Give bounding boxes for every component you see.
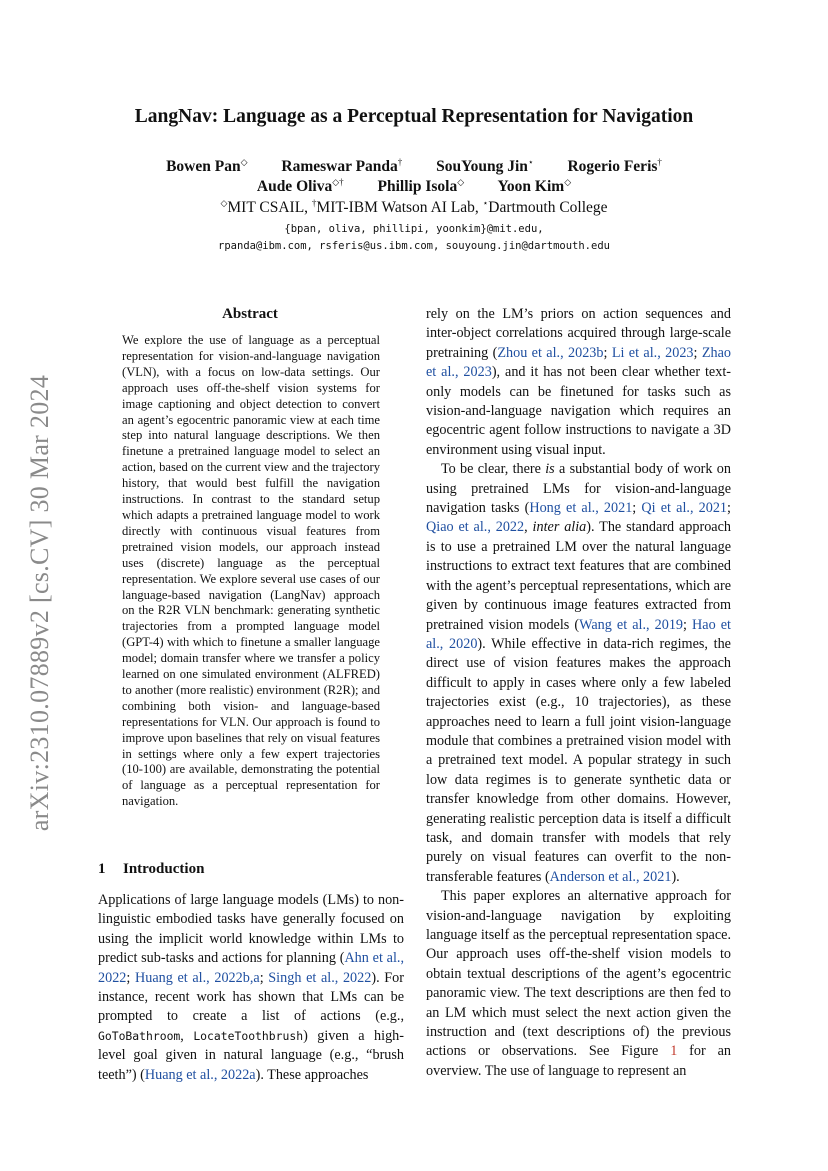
section-number: 1	[98, 861, 106, 877]
arxiv-stamp	[26, 358, 54, 848]
citation-link[interactable]: Ahn et al., 2022	[98, 950, 404, 986]
citation-link[interactable]: Huang et al., 2022a	[144, 1066, 256, 1083]
affiliations: ◇MIT CSAIL, †MIT-IBM Watson AI Lab, ⋆Dartmouth College	[220, 198, 608, 217]
intro-paragraph-continued: rely on the LM’s priors on action sequences and inter-object correlations acquired through large-scale pretraining (Zhou et al., 2023b; Li et al., 2023; Zhao et al., 2023), and it has not been clear whether text-only models can be finetuned for tasks such as vision-and-language navigation which requires an egocentric agent follow instructions to navigate a 3D environment using visual input.	[426, 306, 731, 458]
citation-link[interactable]: Qi et al., 2021	[641, 500, 728, 517]
citation-link[interactable]: Hao et al., 2020	[426, 616, 731, 652]
intro-paragraph-1: Applications of large language models (LMs) to non-linguistic embodied tasks have generally focused on using the implicit world knowledge within LMs to predict sub-tasks and actions for planning (Ahn et al., 2022; Huang et al., 2022b,a; Singh et al., 2022). For instance, recent work has shown that LMs can be prompted to create a list of actions (e.g., GoToBathroom, LocateToothbrush) given a high-level goal given in natural language (e.g., “brush teeth”) (Huang et al., 2022a). These approaches	[98, 892, 404, 1083]
arxiv-identifier: arXiv:2310.07889v2 [cs.CV] 30 Mar 2024	[25, 374, 55, 832]
citation-link[interactable]: Singh et al., 2022	[268, 969, 372, 986]
citation-link[interactable]: Zhou et al., 2023b	[497, 344, 604, 361]
citation-link[interactable]: Huang et al., 2022b,a	[134, 969, 260, 986]
author: Rogerio Feris†	[567, 157, 662, 176]
citation-link[interactable]: Wang et al., 2019	[579, 616, 684, 633]
citation-link[interactable]: Qiao et al., 2022	[426, 519, 525, 536]
author: Yoon Kim◇	[497, 177, 572, 196]
author-row-2	[0, 177, 828, 196]
figure-reference-link[interactable]: 1	[670, 1043, 678, 1060]
citation-link[interactable]: Li et al., 2023	[611, 344, 694, 361]
section-title: Introduction	[123, 861, 205, 877]
section-heading-introduction	[98, 861, 204, 878]
email-line-2: rpanda@ibm.com, rsferis@us.ibm.com, souyoung.jin@dartmouth.edu	[218, 240, 610, 252]
intro-paragraph-3: This paper explores an alternative approach for vision-and-language navigation by exploiting language itself as the perceptual representation space. Our approach uses off-the-shelf vision models to obtain textual descriptions of the agent’s egocentric panoramic view. The text descriptions are then fed to an LM which must select the next action given the instruction and (text descriptions of) the previous actions or observations. See Figure 1 for an overview. The use of language to represent an	[426, 888, 731, 1079]
author: SouYoung Jin⋆	[436, 157, 534, 176]
intro-right-column	[426, 305, 731, 1081]
citation-link[interactable]: Hong et al., 2021	[529, 500, 633, 517]
email-line-1: {bpan, oliva, phillipi, yoonkim}@mit.edu,	[284, 223, 544, 235]
author: Bowen Pan◇	[166, 157, 248, 176]
citation-link[interactable]: Zhao et al., 2023	[426, 344, 731, 381]
intro-left-column	[98, 891, 404, 1085]
author: Phillip Isola◇	[377, 177, 465, 196]
author: Rameswar Panda†	[281, 157, 403, 176]
paper-title: LangNav: Language as a Perceptual Representation for Navigation	[134, 106, 694, 127]
author-row-1	[0, 157, 828, 176]
intro-paragraph-2: To be clear, there is a substantial body of work on using pretrained LMs for vision-and-language navigation tasks (Hong et al., 2021; Qi et al., 2021; Qiao et al., 2022, inter alia). The standard approach is to use a pretrained LM over the natural language instructions to extract text features that are combined with the agent’s perceptual representations, which are given by continuous image features extracted from pretrained vision models (Wang et al., 2019; Hao et al., 2020). While effective in data-rich regimes, the direct use of vision features makes the approach difficult to apply in cases where only a few labeled trajectories exist (e.g., 10 trajectories), as these approaches need to learn a full joint vision-language module that combines a pretrained vision model with a pretrained text model. A popular strategy in such low data regimes is to generate synthetic data or transfer knowledge from other domains. However, generating realistic perception data is itself a difficult task, and domain transfer with models that rely purely on visual features can overfit to the non-transferable features (Anderson et al., 2021).	[426, 461, 731, 885]
citation-link[interactable]: Anderson et al., 2021	[549, 868, 672, 885]
code-token: LocateToothbrush	[193, 1028, 304, 1043]
author: Aude Oliva◇†	[256, 177, 344, 196]
abstract-heading: Abstract	[222, 306, 278, 322]
code-token: GoToBathroom	[98, 1028, 181, 1043]
abstract-body: We explore the use of language as a perceptual representation for vision-and-language navigation (VLN), with a focus on low-data settings. Our approach uses off-the-shelf vision systems for image captioning and object detection to convert an agent’s egocentric panoramic view at each time step into natural language descriptions. We then finetune a pretrained language model to select an action, based on the current view and the trajectory history, that would best fulfill the navigation instructions. In contrast to the standard setup which adapts a pretrained language model to work directly with continuous visual features from pretrained vision models, our approach instead uses (discrete) language as the perceptual representation. We explore several use cases of our language-based navigation (LangNav) approach on the R2R VLN benchmark: generating synthetic trajectories from a prompted language model (GPT-4) with which to finetune a smaller language model; domain transfer where we transfer a policy learned on one simulated environment (ALFRED) to another (more realistic) environment (R2R); and combining both vision- and language-based representations for VLN. Our approach is found to improve upon baselines that rely on visual features in settings where only a few expert trajectories (10-100) are available, demonstrating the potential of language as a perceptual representation for navigation.	[122, 333, 380, 809]
